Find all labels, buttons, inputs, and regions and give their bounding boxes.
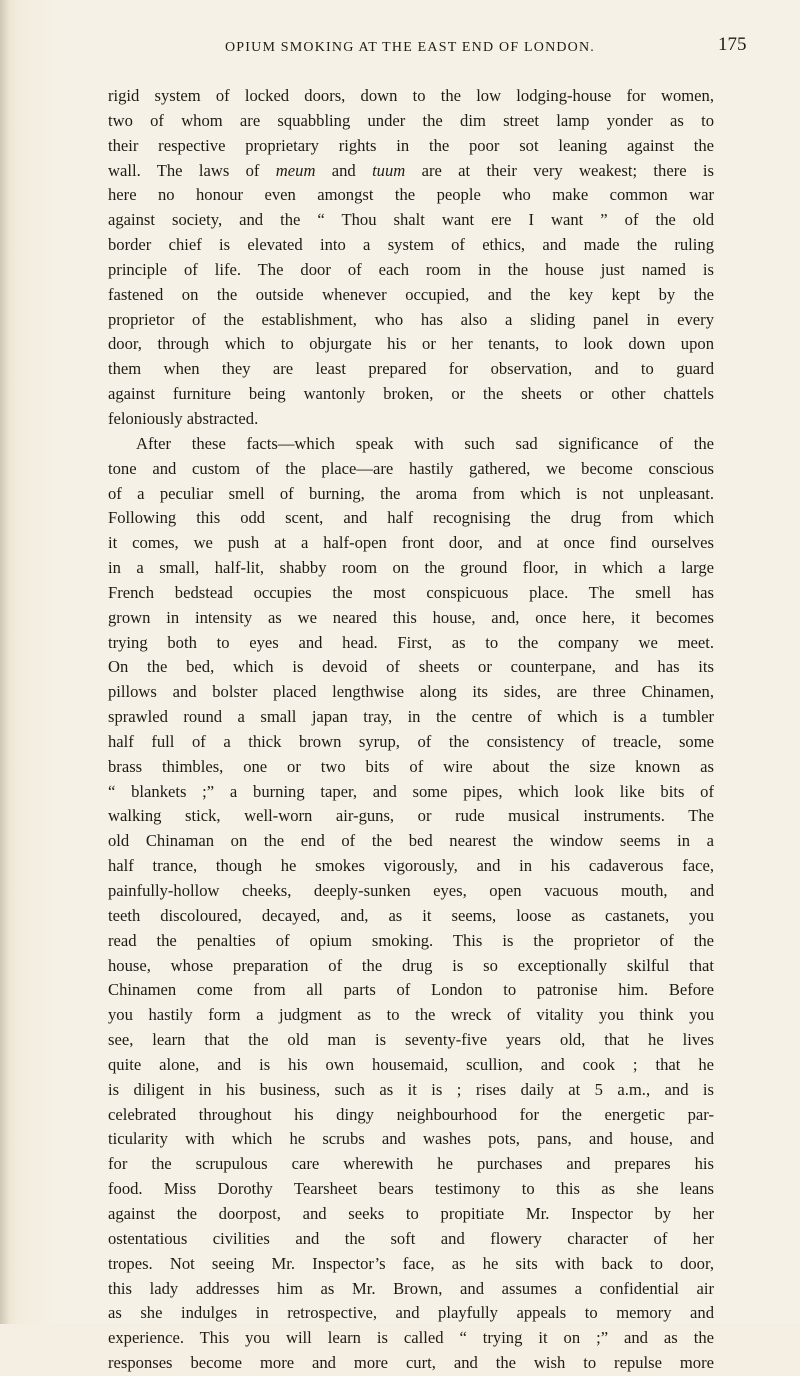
text-line: wall. The laws of meum and tuum are at their very weakest; there is — [108, 160, 714, 180]
text-line: On the bed, which is devoid of sheets or counterpane, and has its — [108, 657, 714, 677]
text-line: experience. This you will learn is called “ trying it on ;” and as the — [108, 1328, 714, 1348]
text-line: Following this odd scent, and half recognising the drug from which — [108, 508, 714, 528]
text-line: them when they are least prepared for observation, and to guard — [108, 359, 714, 379]
text-line: here no honour even amongst the people who make common war — [108, 185, 714, 205]
text-line: ostentatious civilities and the soft and flowery character of her — [108, 1228, 714, 1248]
text-line: proprietor of the establishment, who has also a sliding panel in every — [108, 309, 714, 329]
text-line: in a small, half-lit, shabby room on the ground floor, in which a large — [108, 558, 714, 578]
text-line: trying both to eyes and head. First, as to the company we meet. — [108, 632, 714, 652]
text-line: border chief is elevated into a system of ethics, and made the ruling — [108, 235, 714, 255]
text-line: celebrated throughout his dingy neighbourhood for the energetic par- — [108, 1104, 714, 1124]
text-line: for the scrupulous care wherewith he purchases and prepares his — [108, 1154, 714, 1174]
text-line: tropes. Not seeing Mr. Inspector’s face, as he sits with back to door, — [108, 1253, 714, 1273]
text-line: two of whom are squabbling under the dim street lamp yonder as to — [108, 110, 714, 130]
text-line: is diligent in his business, such as it is ; rises daily at 5 a.m., and is — [108, 1079, 714, 1099]
text-line: half trance, though he smokes vigorously, and in his cadaverous face, — [108, 856, 714, 876]
text-line: “ blankets ;” a burning taper, and some pipes, which look like bits of — [108, 781, 714, 801]
text-line: ticularity with which he scrubs and washes pots, pans, and house, and — [108, 1129, 714, 1149]
text-line: walking stick, well-worn air-guns, or rude musical instruments. The — [108, 806, 714, 826]
text-line: against the doorpost, and seeks to propitiate Mr. Inspector by her — [108, 1203, 714, 1223]
text-line: After these facts—which speak with such sad significance of the — [136, 433, 714, 453]
text-line: against society, and the “ Thou shalt want ere I want ” of the old — [108, 210, 714, 230]
text-line: food. Miss Dorothy Tearsheet bears testimony to this as she leans — [108, 1179, 714, 1199]
text-line: brass thimbles, one or two bits of wire about the size known as — [108, 756, 714, 776]
text-line: this lady addresses him as Mr. Brown, and assumes a confidential air — [108, 1278, 714, 1298]
spine-shadow — [0, 0, 10, 1324]
text-line: as she indulges in retrospective, and playfully appeals to memory and — [108, 1303, 714, 1323]
text-line: pillows and bolster placed lengthwise along its sides, are three Chinamen, — [108, 682, 714, 702]
text-line: door, through which to objurgate his or her tenants, to look down upon — [108, 334, 714, 354]
text-line: painfully-hollow cheeks, deeply-sunken eyes, open vacuous mouth, and — [108, 881, 714, 900]
running-head: OPIUM SMOKING AT THE EAST END OF LONDON. — [224, 40, 596, 55]
text-line: responses become more and more curt, and the wish to repulse more — [108, 1353, 714, 1373]
text-line: read the penalties of opium smoking. This is the proprietor of the — [108, 930, 714, 950]
page-number: 175 — [718, 34, 747, 55]
text-line: principle of life. The door of each room in the house just named is — [108, 259, 714, 279]
text-line: house, whose preparation of the drug is so exceptionally skilful that — [108, 955, 714, 975]
text-line: quite alone, and is his own housemaid, scullion, and cook ; that he — [108, 1054, 714, 1074]
text-line: you hastily form a judgment as to the wreck of vitality you think you — [108, 1005, 714, 1025]
text-line: sprawled round a small japan tray, in the centre of which is a tumbler — [108, 707, 714, 727]
text-line: their respective proprietary rights in the poor sot leaning against the — [108, 135, 714, 155]
text-line: feloniously abstracted. — [108, 408, 259, 428]
text-line: Chinamen come from all parts of London to patronise him. Before — [108, 980, 714, 1000]
text-line: see, learn that the old man is seventy-five years old, that he lives — [108, 1030, 714, 1050]
body-text — [108, 84, 714, 1376]
text-line: old Chinaman on the end of the bed nearest the window seems in a — [108, 831, 714, 851]
text-line: fastened on the outside whenever occupied, and the key kept by the — [108, 284, 714, 304]
text-line: it comes, we push at a half-open front door, and at once find ourselves — [108, 533, 714, 553]
text-line: rigid system of locked doors, down to the low lodging-house for women, — [108, 86, 714, 105]
text-line: teeth discoloured, decayed, and, as it seems, loose as castanets, you — [108, 905, 714, 925]
text-line: of a peculiar smell of burning, the aroma from which is not unpleasant. — [108, 483, 714, 503]
text-line: grown in intensity as we neared this house, and, once here, it becomes — [108, 607, 714, 627]
text-line: against furniture being wantonly broken, or the sheets or other chattels — [108, 384, 714, 404]
text-line: French bedstead occupies the most conspicuous place. The smell has — [108, 582, 714, 602]
text-line: half full of a thick brown syrup, of the consistency of treacle, some — [108, 731, 714, 751]
text-line: tone and custom of the place—are hastily gathered, we become conscious — [108, 458, 714, 478]
